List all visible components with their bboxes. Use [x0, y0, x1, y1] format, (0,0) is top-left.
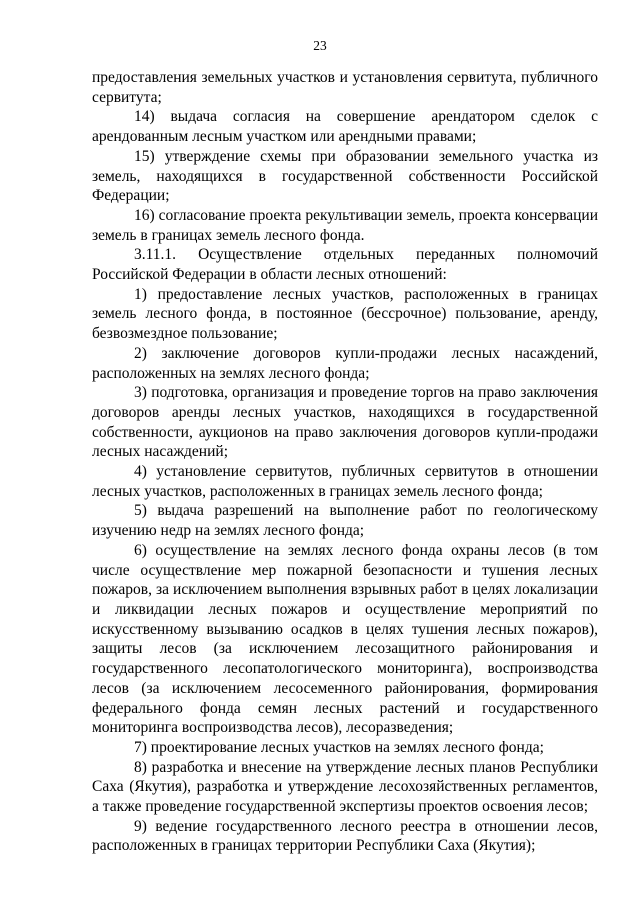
paragraph-item-3: 3) подготовка, организация и проведение торгов на право заключения договоров аренды лесных участков, находящихся в государственной собственности, аукционов на право заключения договоров купли-продажи лесных насаждений;	[92, 384, 598, 461]
paragraph-item-9: 9) ведение государственного лесного реестра в отношении лесов, расположенных в границах территории Республики Саха (Якутия);	[92, 817, 598, 855]
paragraph-item-15: 15) утверждение схемы при образовании земельного участка из земель, находящихся в государственной собственности Российской Федерации;	[92, 147, 598, 205]
paragraph-item-7: 7) проектирование лесных участков на землях лесного фонда;	[134, 738, 544, 756]
page-number: 23	[313, 38, 327, 53]
paragraph-item-8: 8) разработка и внесение на утверждение лесных планов Республики Саха (Якутия), разработка и утверждение лесохозяйственных регламентов, а также проведение государственной экспертизы проектов освоения лесов;	[92, 758, 598, 816]
document-body	[92, 68, 598, 856]
paragraph-item-2: 2) заключение договоров купли-продажи лесных насаждений, расположенных на землях лесного фонда;	[92, 344, 598, 382]
paragraph-continuation: предоставления земельных участков и установления сервитута, публичного сервитута;	[92, 69, 598, 106]
paragraph-item-4: 4) установление сервитутов, публичных сервитутов в отношении лесных участков, расположенных в границах земель лесного фонда;	[92, 463, 598, 500]
paragraph-item-6: 6) осуществление на землях лесного фонда охраны лесов (в том числе осуществление мер пожарной безопасности и тушения лесных пожаров, за исключением выполнения взрывных работ в целях локализации и ликвидации лесных пожаров и осуществление мероприятий по искусственному вызыванию осадков в целях тушения лесных пожаров), защиты лесов (за исключением лесозащитного районирования и государственного лесопатологического мониторинга), воспроизводства лесов (за исключением лесосеменного районирования, формирования федерального фонда семян лесных растений и государственного мониторинга воспроизводства лесов), лесоразведения;	[92, 541, 598, 737]
paragraph-item-16: 16) согласование проекта рекультивации земель, проекта консервации земель в границах земель лесного фонда.	[92, 206, 598, 244]
paragraph-item-1: 1) предоставление лесных участков, расположенных в границах земель лесного фонда, в постоянное (бессрочное) пользование, аренду, безвозмездное пользование;	[92, 285, 598, 343]
paragraph-item-14: 14) выдача согласия на совершение арендатором сделок с арендованным лесным участком или арендными правами;	[92, 108, 598, 146]
section-heading-3-11-1: 3.11.1. Осуществление отдельных переданных полномочий Российской Федерации в области лесных отношений:	[92, 246, 598, 284]
paragraph-item-5: 5) выдача разрешений на выполнение работ по геологическому изучению недр на землях лесного фонда;	[92, 502, 598, 540]
